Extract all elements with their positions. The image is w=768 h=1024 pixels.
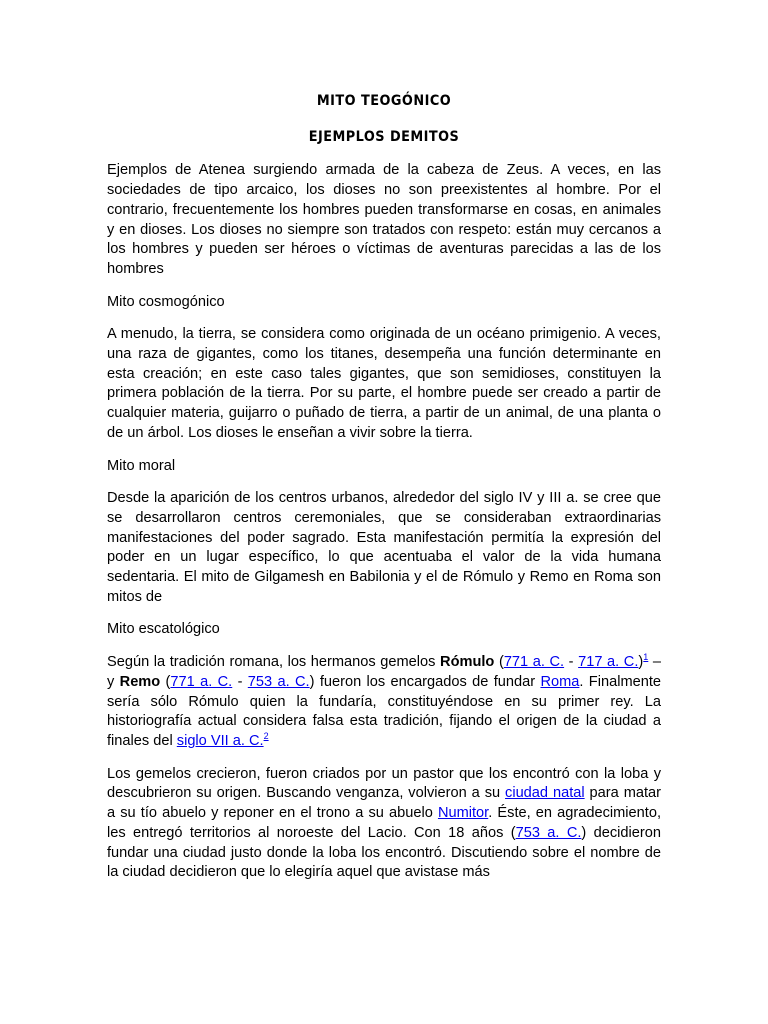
link-753-ac-2[interactable]: 753 a. C. (515, 824, 582, 841)
text-span: ) decidieron fundar una ciudad justo donde la loba los encontró. Discutiendo sobre el nombre de la ciudad decidieron que lo elegiría aquel que avistase más (107, 824, 661, 881)
link-numitor[interactable]: Numitor (437, 805, 489, 822)
link-771-ac[interactable]: 771 a. C. (503, 654, 565, 671)
text-span: para matar a su tío abuelo y reponer en el trono a su abuelo (107, 785, 661, 822)
link-ciudad-natal[interactable]: ciudad natal (505, 785, 585, 802)
name-romulo: Rómulo (440, 654, 495, 671)
page-subtitle: EJEMPLOS DEMITOS (308, 128, 460, 145)
text-span: ( (494, 654, 504, 671)
paragraph-romulo-remo (107, 653, 661, 752)
text-span: Los gemelos crecieron, fueron criados por un pastor que los encontró con la loba y descubrieron su origen. Buscando venganza, volvieron a su (107, 765, 661, 802)
text-span: ( (160, 673, 171, 690)
footnote-ref-2[interactable]: 2 (263, 730, 269, 741)
link-753-ac[interactable]: 753 a. C. (247, 673, 310, 690)
link-roma[interactable]: Roma (540, 673, 580, 690)
page-title: MITO TEOGÓNICO (316, 93, 452, 109)
document-page (107, 90, 661, 896)
text-span: - (232, 673, 248, 690)
link-717-ac[interactable]: 717 a. C. (578, 654, 639, 671)
name-remo: Remo (119, 673, 161, 690)
text-span: Según la tradición romana, los hermanos gemelos (107, 654, 441, 671)
section-heading-escatologico: Mito escatológico (107, 621, 220, 638)
paragraph-gemelos (107, 765, 661, 883)
text-span: . Éste, en agradecimiento, les entregó territorios al noroeste del Lacio. Con 18 años ( (107, 805, 662, 841)
text-span: - (564, 654, 579, 671)
link-siglo-vii[interactable]: siglo VII a. C. (176, 732, 264, 749)
text-span: – y (107, 654, 661, 690)
text-span: ) (638, 654, 644, 671)
paragraph-intro: Ejemplos de Atenea surgiendo armada de la cabeza de Zeus. A veces, en las sociedades de tipo arcaico, los dioses no son preexistentes al hombre. Por el contrario, frecuentemente los hombres pueden transformarse en cosas, en animales y en dioses. Los dioses no siempre son tratados con respeto: están muy cercanos a los hombres y pueden ser héroes o víctimas de aventuras parecidas a las de los hombres (107, 162, 661, 277)
text-span: ) fueron los encargados de fundar (309, 673, 541, 690)
section-heading-moral: Mito moral (107, 457, 176, 474)
link-771-ac-2[interactable]: 771 a. C. (170, 673, 233, 690)
footnote-ref-1[interactable]: 1 (643, 652, 649, 663)
paragraph-cosmogonico: A menudo, la tierra, se considera como originada de un océano primigenio. A veces, una raza de gigantes, como los titanes, desempeña una función determinante en esta creación; en este caso tales gigantes, que son semidioses, constituyen la primera población de la tierra. Por su parte, el hombre puede ser creado a partir de cualquier materia, guijarro o puñado de tierra, a partir de un animal, de una planta o de un árbol. Los dioses le enseñan a vivir sobre la tierra. (107, 326, 661, 441)
text-span: . Finalmente sería sólo Rómulo quien la fundaría, constituyéndose en su primer rey. La historiografía actual considera falsa esta tradición, fijando el origen de la ciudad a finales del (107, 673, 661, 749)
section-heading-cosmogonico: Mito cosmogónico (107, 293, 225, 310)
paragraph-moral: Desde la aparición de los centros urbanos, alrededor del siglo IV y III a. se cree que se desarrollaron centros ceremoniales, que se consideraban extraordinarias manifestaciones del poder sagrado. Esta manifestación permitía la expresión del poder en un lugar específico, lo que acentuaba el valor de la vida humana sedentaria. El mito de Gilgamesh en Babilonia y el de Rómulo y Remo en Roma son mitos de (107, 490, 661, 605)
